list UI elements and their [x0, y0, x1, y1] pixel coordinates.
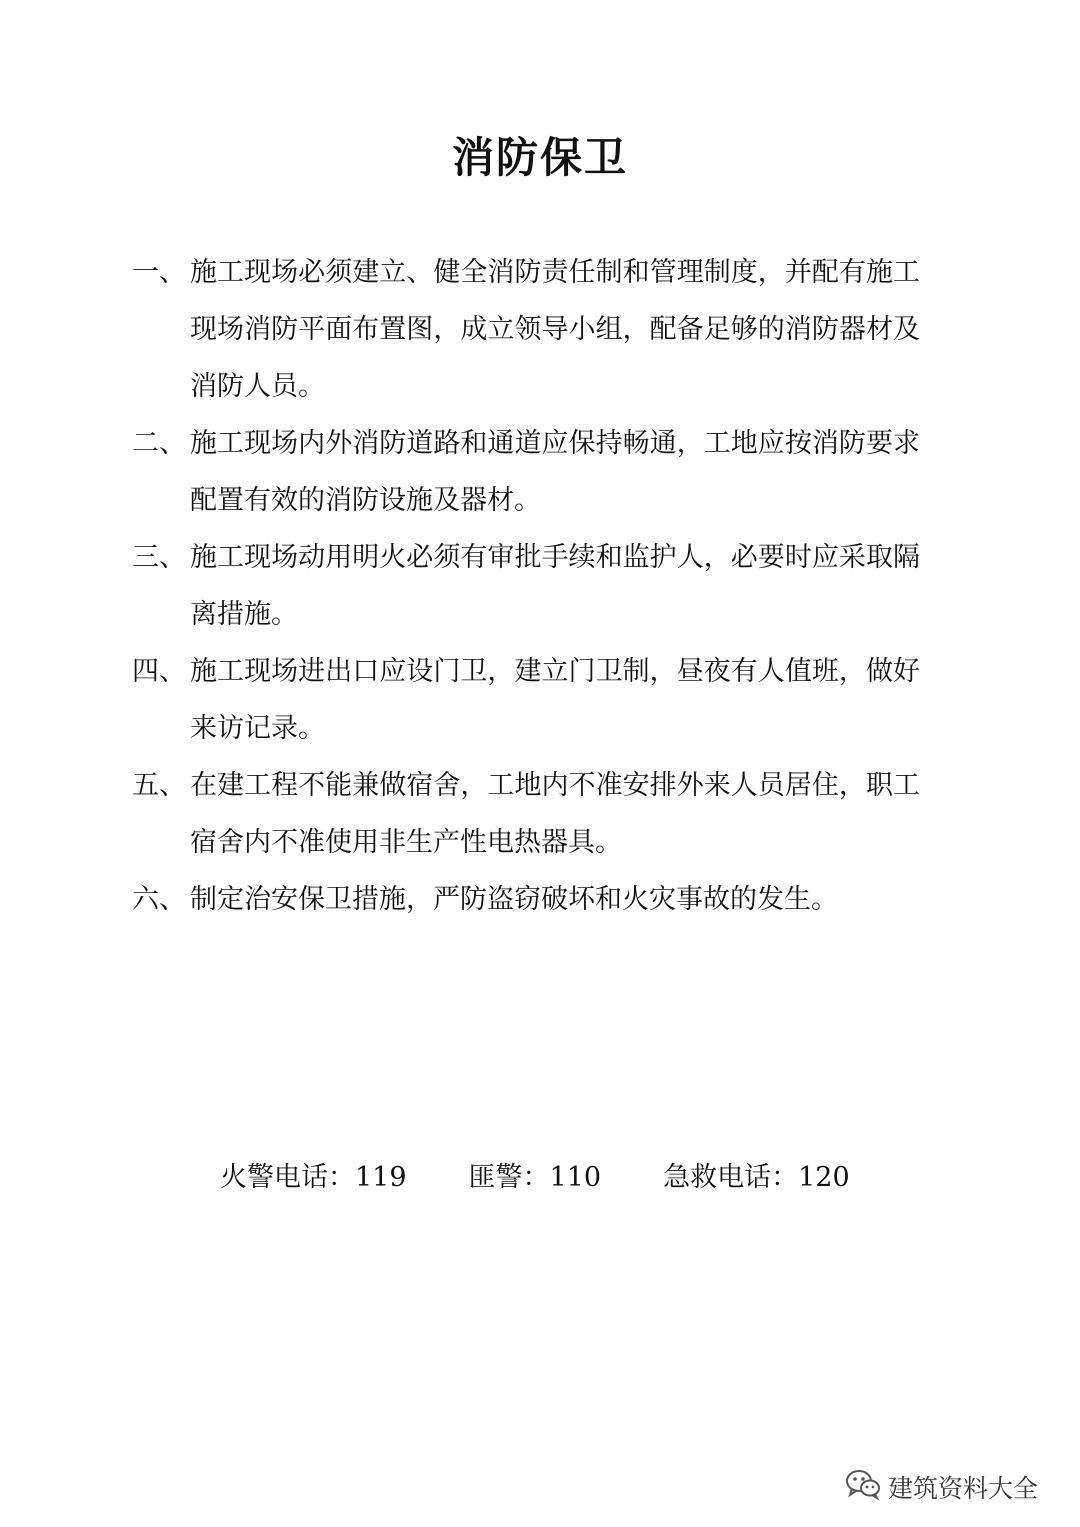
- hotline-ambulance: 急救电话：120: [663, 1162, 850, 1193]
- rules-list: [132, 244, 932, 928]
- rule-item: [132, 871, 932, 928]
- emergency-hotlines: [220, 1158, 850, 1198]
- rule-item: [132, 244, 932, 415]
- rule-number: 三、: [132, 542, 186, 573]
- rule-number: 二、: [132, 428, 186, 459]
- rule-item: [132, 757, 932, 871]
- rule-item: [132, 529, 932, 643]
- rule-text: 施工现场动用明火必须有审批手续和监护人，必要时应采取隔离措施。: [190, 542, 920, 630]
- rule-text: 施工现场必须建立、健全消防责任制和管理制度，并配有施工现场消防平面布置图，成立领导小组，配备足够的消防器材及消防人员。: [190, 257, 920, 402]
- rule-number: 六、: [132, 884, 186, 915]
- rule-text: 施工现场内外消防道路和通道应保持畅通，工地应按消防要求配置有效的消防设施及器材。: [190, 428, 920, 516]
- page-title: 消防保卫: [451, 133, 628, 182]
- rule-item: [132, 415, 932, 529]
- watermark: [844, 1468, 1038, 1510]
- wechat-icon: [844, 1468, 888, 1510]
- rule-number: 一、: [132, 257, 186, 288]
- rule-text: 制定治安保卫措施，严防盗窃破坏和火灾事故的发生。: [190, 884, 838, 915]
- rule-text: 在建工程不能兼做宿舍，工地内不准安排外来人员居住，职工宿舍内不准使用非生产性电热器具。: [190, 770, 920, 858]
- rule-number: 五、: [132, 770, 186, 801]
- rule-item: [132, 643, 932, 757]
- hotline-police: 匪警：110: [468, 1162, 602, 1193]
- hotline-fire: 火警电话：119: [220, 1162, 407, 1193]
- watermark-text: 建筑资料大全: [888, 1474, 1039, 1503]
- rule-text: 施工现场进出口应设门卫，建立门卫制，昼夜有人值班，做好来访记录。: [190, 656, 920, 744]
- rule-number: 四、: [132, 656, 186, 687]
